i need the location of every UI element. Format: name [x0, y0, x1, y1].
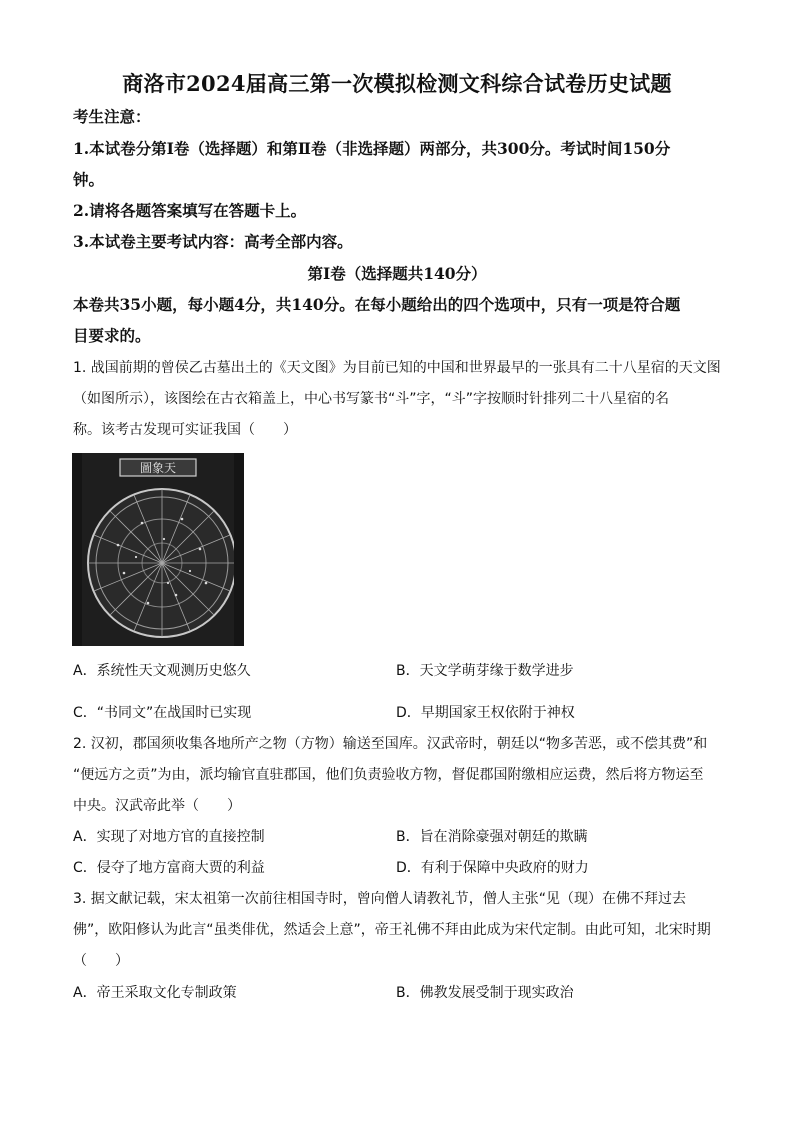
question-1-option-c[interactable]: C．“书同文”在战国时已实现	[73, 705, 252, 721]
question-3-option-b[interactable]: B．佛教发展受制于现实政治	[396, 985, 574, 1001]
question-2-line-3: 中央。汉武帝此举（ ）	[73, 798, 241, 814]
section-title: 第Ⅰ卷（选择题共140分）	[307, 264, 487, 283]
notice-item-1: 1.本试卷分第Ⅰ卷（选择题）和第Ⅱ卷（非选择题）两部分，共300分。考试时间150分	[73, 139, 671, 158]
page-title: 商洛市2024届高三第一次模拟检测文科综合试卷历史试题	[122, 71, 672, 96]
notice-item-3: 3.本试卷主要考试内容：高考全部内容。	[73, 232, 353, 251]
question-2-line-1: 2. 汉初，郡国须收集各地所产之物（方物）输送至国库。汉武帝时，朝廷以“物多苦恶，或不偿其费”和	[73, 736, 708, 752]
question-1-option-a[interactable]: A．系统性天文观测历史悠久	[73, 663, 251, 679]
question-1-line-2: （如图所示），该图绘在古衣箱盖上，中心书写篆书“斗”字，“斗”字按顺时针排列二十八星宿的名	[73, 391, 670, 407]
question-3-line-1: 3. 据文献记载，宋太祖第一次前往相国寺时，曾向僧人请教礼节，僧人主张“见（现）在佛不拜过去	[73, 891, 687, 907]
question-3-option-a[interactable]: A．帝王采取文化专制政策	[73, 985, 237, 1001]
notice-item-2: 2.请将各题答案填写在答题卡上。	[73, 201, 307, 220]
question-2-line-2: “便远方之贡”为由，派均输官直驻郡国，他们负责验收方物，督促郡国附缴相应运费，然后将方物运至	[73, 767, 704, 783]
star-map-drawing	[72, 453, 244, 646]
star-map-image	[72, 453, 244, 646]
notice-item-1-cont: 钟。	[73, 170, 105, 189]
figure-caption: 圖象天	[139, 461, 177, 475]
question-1-option-b[interactable]: B．天文学萌芽缘于数学进步	[396, 663, 574, 679]
question-3-line-3: （ ）	[73, 953, 129, 969]
question-3-line-2: 佛”，欧阳修认为此言“虽类俳优，然适会上意”，帝王礼佛不拜由此成为宋代定制。由此可知，北宋时期	[73, 922, 711, 938]
question-1-line-1: 1. 战国前期的曾侯乙古墓出土的《天文图》为目前已知的中国和世界最早的一张具有二十八星宿的天文图	[73, 360, 721, 376]
question-2-option-b[interactable]: B．旨在消除豪强对朝廷的欺瞒	[396, 829, 588, 845]
section-intro-cont: 目要求的。	[73, 326, 151, 345]
question-1-line-3: 称。该考古发现可实证我国（ ）	[73, 422, 297, 438]
question-2-option-a[interactable]: A．实现了对地方官的直接控制	[73, 829, 265, 845]
section-intro: 本卷共35小题，每小题4分，共140分。在每小题给出的四个选项中，只有一项是符合题	[73, 295, 681, 314]
question-1-option-d[interactable]: D．早期国家王权依附于神权	[396, 705, 575, 721]
question-2-option-c[interactable]: C．侵夺了地方富商大贾的利益	[73, 860, 265, 876]
question-2-option-d[interactable]: D．有利于保障中央政府的财力	[396, 860, 589, 876]
notice-heading: 考生注意：	[73, 107, 151, 126]
